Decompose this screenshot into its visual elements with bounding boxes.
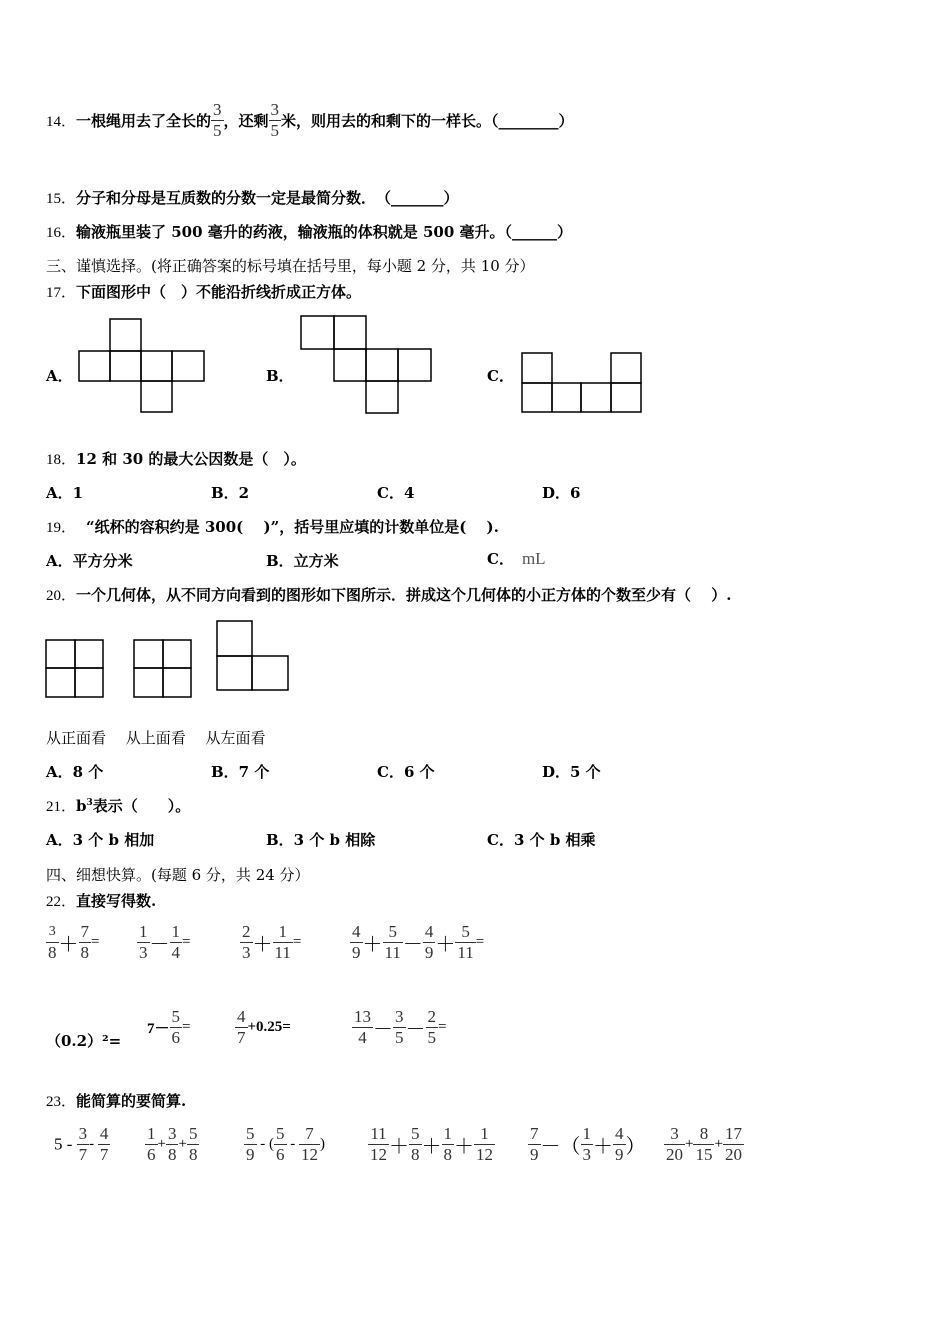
question-number: 14． (46, 114, 77, 130)
question-15: 15．分子和分母是互质数的分数一定是最简分数． （_______） (46, 189, 459, 207)
option-b[interactable]: B．7 个 (211, 763, 270, 781)
option-c[interactable]: C．6 个 (377, 763, 435, 781)
expression-13: $\frac{7}{9}$ －（ $\frac{1}{3}$ ＋ $\frac{4}{9}$ ） (530, 1124, 646, 1164)
expression-8: $\frac{13}{4}$ － $\frac{3}{5}$ － $\frac{2}{5}$ = (354, 1007, 447, 1047)
question-14: 14．一根绳用去了全长的 $\frac{3}{5}$ ，还剩 $\frac{3}{5}$ 米，则用去的和剩下的一样长。（________） (46, 100, 574, 140)
option-c[interactable]: C． (487, 367, 514, 385)
option-a[interactable]: A．1 (46, 484, 84, 502)
question-17: 17．下面图形中（ ）不能沿折线折成正方体。 (46, 283, 362, 301)
expression-10: $\frac{1}{6}$ + $\frac{3}{8}$ + $\frac{5}{8}$ (147, 1124, 198, 1164)
expression-11: $\frac{5}{9}$ - ( $\frac{5}{6}$ - $\frac{7}{12}$ ) (246, 1124, 325, 1164)
fraction: $\frac{3}{5}$ (213, 100, 222, 140)
option-a[interactable]: A．3 个 b 相加 (46, 831, 155, 849)
option-b[interactable]: B．立方米 (266, 552, 339, 570)
question-21: 21．$b^3$表示（ ）。 (46, 797, 191, 815)
left-view (216, 620, 290, 692)
option-c[interactable]: C． mL (487, 549, 546, 568)
question-number: 18． (46, 452, 77, 468)
option-a[interactable]: A．平方分米 (46, 552, 133, 570)
expression-9: 5 - $\frac{3}{7}$ - $\frac{4}{7}$ (54, 1124, 109, 1164)
option-b[interactable]: B． (266, 367, 294, 385)
top-view (133, 639, 193, 699)
question-18: 18．12 和 30 的最大公因数是（ ）。 (46, 450, 306, 468)
option-b[interactable]: B．3 个 b 相除 (266, 831, 376, 849)
question-number: 15． (46, 191, 77, 207)
expression-4: $\frac{4}{9}$ ＋ $\frac{5}{11}$ － $\frac{4}{9}$ ＋ $\frac{5}{11}$ = (352, 922, 485, 962)
question-number: 17． (46, 285, 77, 301)
question-number: 20． (46, 588, 77, 604)
expression-14: $\frac{3}{20}$ + $\frac{8}{15}$ + $\frac{17}{20}$ (666, 1124, 742, 1164)
question-number: 19． (46, 520, 77, 536)
section-heading: 四、细想快算。(每题 6 分，共 24 分） (46, 866, 310, 884)
option-d[interactable]: D．6 (542, 484, 581, 502)
option-c[interactable]: C．4 (377, 484, 415, 502)
expression-12: $\frac{11}{12}$ ＋ $\frac{5}{8}$ ＋ $\frac{1}{8}$ ＋ $\frac{1}{12}$ (370, 1124, 493, 1164)
question-20: 20．一个几何体，从不同方向看到的图形如下图所示．拼成这个几何体的小正方体的个数至少有（ ）. (46, 586, 732, 604)
question-number: 23． (46, 1094, 77, 1110)
option-a[interactable]: A．8 个 (46, 763, 104, 781)
expression-2: $\frac{1}{3}$ － $\frac{1}{4}$ = (139, 922, 191, 962)
cube-net-b (300, 315, 434, 415)
question-number: 21． (46, 799, 77, 815)
cube-net-c (521, 352, 643, 414)
option-c[interactable]: C．3 个 b 相乘 (487, 831, 596, 849)
question-16: 16．输液瓶里装了 500 毫升的药液，输液瓶的体积就是 500 毫升。（______） (46, 223, 573, 241)
option-d[interactable]: D．5 个 (542, 763, 601, 781)
fraction: $\frac{3}{5}$ (270, 100, 280, 140)
question-22: 22．直接写得数. (46, 892, 157, 910)
option-b[interactable]: B．2 (211, 484, 250, 502)
question-19: 19． “纸杯的容积约是 300( )”，括号里应填的计数单位是( ). (46, 518, 499, 536)
front-view (45, 639, 105, 699)
expression-5: （0.2）²= (46, 1032, 122, 1050)
view-labels: 从正面看 从上面看 从左面看 (46, 729, 266, 747)
expression-3: $\frac{2}{3}$ ＋ $\frac{1}{11}$ = (242, 922, 302, 962)
section-heading: 三、谨慎选择。(将正确答案的标号填在括号里，每小题 2 分，共 10 分） (46, 257, 535, 275)
question-23: 23．能简算的要简算. (46, 1092, 187, 1110)
question-number: 22． (46, 894, 77, 910)
expression-7: $\frac{4}{7}$ +0.25= (237, 1007, 291, 1047)
expression-1: 3 8 ＋ $\frac{7}{8}$ = (48, 922, 100, 962)
option-a[interactable]: A． (46, 367, 73, 385)
question-number: 16． (46, 225, 77, 241)
cube-net-a (78, 318, 206, 414)
expression-6: 7－ $\frac{5}{6}$ = (147, 1007, 191, 1047)
